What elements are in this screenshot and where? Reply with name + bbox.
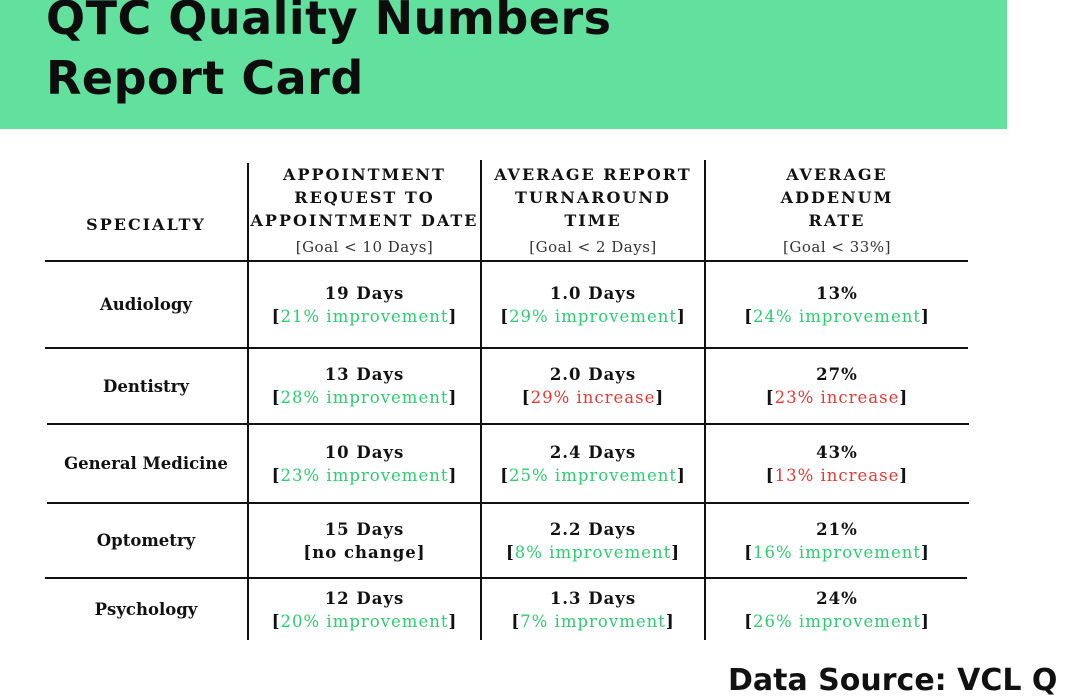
column-header-title-line: ADDENUM xyxy=(780,187,894,207)
table-cell xyxy=(706,262,968,347)
change-text: 7% improvment xyxy=(520,611,666,631)
metric-change xyxy=(272,610,458,633)
column-header-title-line: TURNAROUND xyxy=(515,187,671,207)
table-cell xyxy=(249,425,480,502)
bracket-open: [ xyxy=(744,306,753,326)
metric-change xyxy=(500,305,686,328)
metric-value: 21% xyxy=(816,519,858,539)
metric-change xyxy=(744,541,930,564)
page-title-line-1: QTC Quality Numbers xyxy=(46,0,612,45)
bracket-open: [ xyxy=(505,542,515,562)
table-cell xyxy=(482,504,704,577)
bracket-close: ] xyxy=(448,306,458,326)
table-cell xyxy=(249,504,480,577)
column-header-title-line: AVERAGE xyxy=(786,164,888,184)
metric-value: 13 Days xyxy=(324,365,405,384)
change-text: 24% improvement xyxy=(753,306,921,326)
bracket-open: [ xyxy=(271,465,281,485)
column-header-title-line: REQUEST TO xyxy=(294,187,435,207)
table-row-specialty xyxy=(45,504,247,577)
metric-change xyxy=(506,541,680,564)
metric-change xyxy=(511,610,674,633)
specialty-name: Dentistry xyxy=(103,376,189,396)
column-goal: [Goal < 10 Days] xyxy=(295,237,434,256)
bracket-close: ] xyxy=(920,542,930,562)
change-text: 29% increase xyxy=(530,388,656,407)
bracket-close: ] xyxy=(448,388,458,407)
metric-change xyxy=(272,305,458,328)
metric-change xyxy=(744,305,930,328)
specialty-column-header xyxy=(45,160,247,260)
page-title-line-2: Report Card xyxy=(46,51,364,105)
metric-value: 27% xyxy=(816,365,858,384)
bracket-close: ] xyxy=(671,542,681,562)
metric-value: 13% xyxy=(816,283,858,303)
specialty-header-text: SPECIALTY xyxy=(86,214,206,234)
column-header xyxy=(249,158,480,260)
metric-value: 19 Days xyxy=(324,283,405,303)
table-cell xyxy=(706,579,968,640)
column-header xyxy=(706,158,968,260)
column-header-title-line: APPOINTMENT xyxy=(283,164,446,184)
table-cell xyxy=(482,262,704,347)
metric-value: 1.3 Days xyxy=(549,588,637,608)
change-text: 25% improvement xyxy=(509,465,677,485)
metric-value: 43% xyxy=(816,442,858,462)
table-cell xyxy=(482,579,704,640)
table-cell xyxy=(482,349,704,423)
change-text: 26% improvement xyxy=(753,611,921,631)
bracket-open: [ xyxy=(765,465,775,485)
metric-change xyxy=(766,386,908,409)
change-text: 16% improvement xyxy=(753,542,921,562)
metric-value: 2.4 Days xyxy=(549,442,637,462)
metric-value: 2.0 Days xyxy=(549,365,637,384)
metric-value: 2.2 Days xyxy=(549,519,637,539)
bracket-open: [ xyxy=(744,542,753,562)
bracket-close: ] xyxy=(676,465,686,485)
bracket-open: [ xyxy=(303,542,313,562)
metric-change xyxy=(766,464,908,487)
bracket-close: ] xyxy=(416,542,426,562)
bracket-close: ] xyxy=(448,611,458,631)
column-goal: [Goal < 33%] xyxy=(783,237,891,256)
metric-change xyxy=(522,386,664,409)
change-text: no change xyxy=(312,542,417,562)
bracket-close: ] xyxy=(448,465,458,485)
change-text: 28% improvement xyxy=(280,388,449,407)
bracket-open: [ xyxy=(271,611,281,631)
metric-change xyxy=(500,464,686,487)
table-cell xyxy=(706,425,968,502)
specialty-name: Psychology xyxy=(94,600,198,619)
column-header-title xyxy=(781,163,894,232)
bracket-open: [ xyxy=(271,306,281,326)
column-goal: [Goal < 2 Days] xyxy=(529,237,657,256)
table-cell xyxy=(706,504,968,577)
bracket-close: ] xyxy=(920,611,930,631)
column-header-title-line: AVERAGE REPORT xyxy=(494,164,692,184)
column-header-title-line: APPOINTMENT DATE xyxy=(250,210,479,230)
bracket-close: ] xyxy=(676,306,686,326)
column-header-title xyxy=(251,163,479,232)
change-text: 20% improvement xyxy=(280,611,449,631)
bracket-open: [ xyxy=(271,388,281,407)
metric-change xyxy=(303,541,425,564)
metric-change xyxy=(272,464,458,487)
bracket-close: ] xyxy=(899,465,909,485)
metric-value: 1.0 Days xyxy=(549,283,637,303)
change-text: 29% improvement xyxy=(509,306,677,326)
table-row-specialty xyxy=(45,425,247,502)
column-header-title-line: TIME xyxy=(564,210,622,230)
table-cell xyxy=(706,349,968,423)
table-cell xyxy=(482,425,704,502)
specialty-name: Optometry xyxy=(96,531,196,550)
metric-change xyxy=(272,386,458,409)
bracket-open: [ xyxy=(521,388,531,407)
column-header xyxy=(482,158,704,260)
bracket-open: [ xyxy=(511,611,521,631)
change-text: 23% increase xyxy=(774,388,900,407)
table-row-specialty xyxy=(45,579,247,640)
bracket-close: ] xyxy=(665,611,675,631)
specialty-name: Audiology xyxy=(99,295,192,314)
change-text: 21% improvement xyxy=(280,306,449,326)
column-header-title-line: RATE xyxy=(808,210,866,230)
change-text: 8% improvement xyxy=(514,542,672,562)
bracket-open: [ xyxy=(765,388,775,407)
table-cell xyxy=(249,579,480,640)
bracket-open: [ xyxy=(500,306,509,326)
metric-change xyxy=(744,610,930,633)
metric-value: 12 Days xyxy=(324,588,405,608)
change-text: 23% improvement xyxy=(280,465,449,485)
bracket-close: ] xyxy=(655,388,665,407)
table-row-specialty xyxy=(45,262,247,347)
specialty-name: General Medicine xyxy=(64,454,228,473)
data-source-caption: Data Source: VCL Q xyxy=(728,663,1058,698)
bracket-open: [ xyxy=(500,465,509,485)
change-text: 13% increase xyxy=(774,465,900,485)
table-cell xyxy=(249,262,480,347)
metric-value: 10 Days xyxy=(324,442,405,462)
bracket-open: [ xyxy=(744,611,753,631)
metric-value: 24% xyxy=(816,588,858,608)
column-header-title xyxy=(494,163,691,232)
bracket-close: ] xyxy=(899,388,909,407)
metric-value: 15 Days xyxy=(324,519,405,539)
table-cell xyxy=(249,349,480,423)
bracket-close: ] xyxy=(920,306,930,326)
table-row-specialty xyxy=(45,349,247,423)
